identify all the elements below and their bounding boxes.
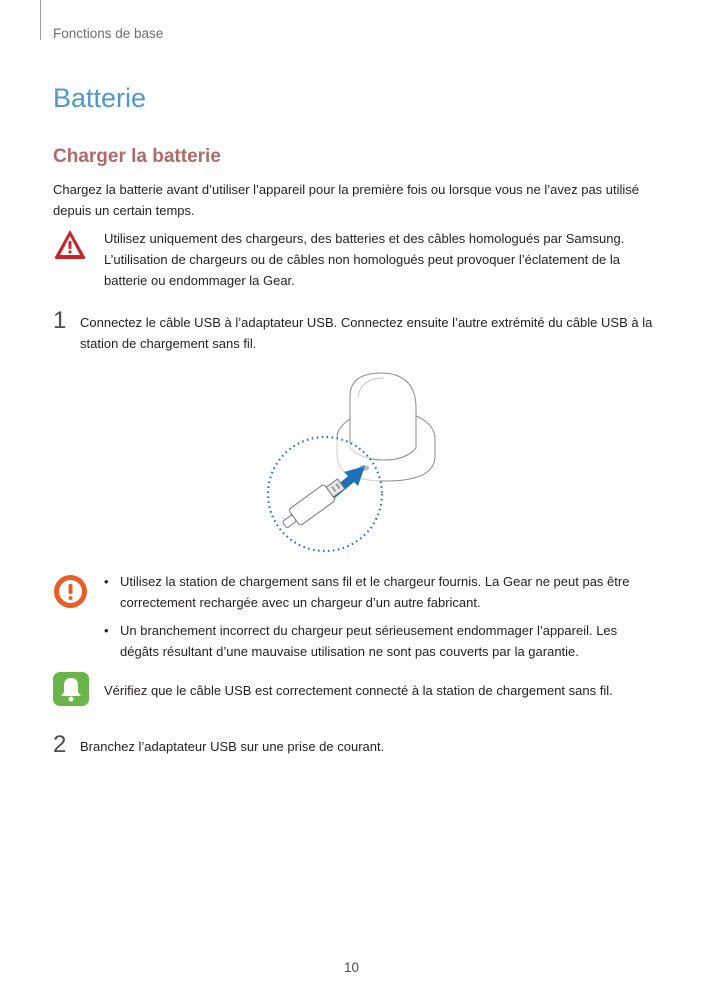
bullet-marker: • xyxy=(104,574,109,589)
bullet-marker: • xyxy=(104,623,109,638)
note-text: Vérifiez que le câble USB est correctement connecté à la station de chargement sans fil. xyxy=(104,683,613,698)
caution-bullet-text: Un branchement incorrect du chargeur peut sérieusement endommager l’appareil. Les dégâts résultant d’une mauvaise utilisation ne sont pas couverts par la garantie. xyxy=(120,623,618,659)
warning-triangle-icon xyxy=(53,228,87,260)
step-number-1: 1 xyxy=(53,307,67,334)
wireless-charging-dock-illustration xyxy=(266,368,446,554)
caution-bullet-item xyxy=(104,620,656,662)
caution-bullet-text: Utilisez la station de chargement sans fil et le chargeur fournis. La Gear ne peut pas être correctement rechargée avec un chargeur d’un autre fabricant. xyxy=(120,574,630,610)
step-text-2: Branchez l’adaptateur USB sur une prise de courant. xyxy=(80,739,385,754)
page-number: 10 xyxy=(343,960,360,975)
section-subtitle: Charger la batterie xyxy=(53,146,221,167)
running-header: Fonctions de base xyxy=(53,26,164,41)
caution-bullet-item xyxy=(104,571,656,613)
header-rule xyxy=(40,0,41,40)
caution-bullet-list xyxy=(104,571,656,669)
step-text-1: Connectez le câble USB à l’adaptateur USB. Connectez ensuite l’autre extrémité du câble USB à la station de chargement sans fil. xyxy=(80,315,653,351)
step-number-2: 2 xyxy=(53,731,67,758)
warning-text: Utilisez uniquement des chargeurs, des batteries et des câbles homologués par Samsung. L’utilisation de chargeurs ou de câbles non homologués peut provoquer l’éclatement de la batterie ou endommager la Gear. xyxy=(104,231,625,288)
caution-exclamation-icon xyxy=(53,574,88,609)
intro-paragraph: Chargez la batterie avant d’utiliser l’appareil pour la première fois ou lorsque vous ne l’avez pas utilisé depuis un certain temps. xyxy=(53,182,640,218)
page-title: Batterie xyxy=(53,83,147,113)
bell-icon xyxy=(53,672,89,706)
